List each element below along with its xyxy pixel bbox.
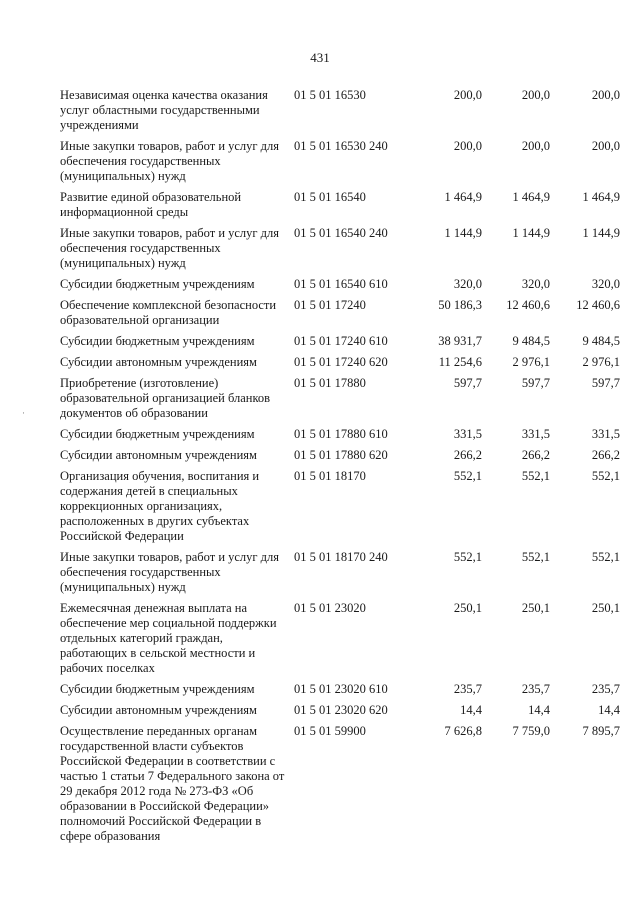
table-row (60, 427, 620, 448)
row-name-cell: Обеспечение комплексной безопасности образовательной организации (60, 298, 277, 327)
row-value-2-cell: 552,1 (521, 550, 550, 564)
row-value-1-cell: 50 186,3 (438, 298, 482, 312)
table-row (60, 226, 620, 277)
row-code-cell: 01 5 01 17880 (294, 376, 366, 390)
row-value-1-cell: 11 254,6 (438, 355, 482, 369)
row-value-2-cell: 552,1 (521, 469, 550, 483)
row-value-1-cell: 597,7 (453, 376, 482, 390)
row-value-2-cell: 320,0 (521, 277, 550, 291)
row-name-cell: Иные закупки товаров, работ и услуг для обеспечения государственных (муниципальных) нужд (60, 550, 280, 594)
row-name-cell: Организация обучения, воспитания и содержания детей в специальных коррекционных организациях, расположенных в других субъектах Российской Федерации (60, 469, 260, 543)
row-value-2-cell: 2 976,1 (512, 355, 550, 369)
row-name-cell: Независимая оценка качества оказания услуг областными государственными учреждениями (60, 88, 268, 132)
row-value-1-cell: 552,1 (453, 469, 482, 483)
row-value-2-cell: 1 464,9 (512, 190, 550, 204)
table-row (60, 277, 620, 298)
row-value-3-cell: 200,0 (591, 88, 620, 102)
row-code-cell: 01 5 01 16530 240 (294, 139, 388, 153)
table-row (60, 334, 620, 355)
table-row (60, 550, 620, 601)
row-value-2-cell: 9 484,5 (512, 334, 550, 348)
row-code-cell: 01 5 01 18170 (294, 469, 366, 483)
row-value-1-cell: 1 464,9 (444, 190, 482, 204)
row-name-cell: Развитие единой образовательной информационной среды (60, 190, 242, 219)
row-code-cell: 01 5 01 23020 (294, 601, 366, 615)
row-value-1-cell: 14,4 (460, 703, 482, 717)
row-value-3-cell: 331,5 (591, 427, 620, 441)
row-value-3-cell: 7 895,7 (582, 724, 620, 738)
row-code-cell: 01 5 01 17240 610 (294, 334, 388, 348)
row-value-1-cell: 552,1 (453, 550, 482, 564)
margin-mark: · (22, 408, 25, 418)
row-value-3-cell: 1 144,9 (582, 226, 620, 240)
table-row (60, 88, 620, 139)
table-row (60, 682, 620, 703)
row-value-1-cell: 200,0 (453, 139, 482, 153)
row-name-cell: Субсидии бюджетным учреждениям (60, 427, 255, 441)
row-code-cell: 01 5 01 59900 (294, 724, 366, 738)
row-name-cell: Субсидии автономным учреждениям (60, 703, 257, 717)
row-name-cell: Ежемесячная денежная выплата на обеспечение мер социальной поддержки отдельных категорий граждан, работающих в сельской местности и рабочих поселках (60, 601, 277, 675)
row-code-cell: 01 5 01 18170 240 (294, 550, 388, 564)
row-value-3-cell: 14,4 (598, 703, 620, 717)
row-code-cell: 01 5 01 16540 240 (294, 226, 388, 240)
row-value-2-cell: 12 460,6 (506, 298, 550, 312)
row-name-cell: Иные закупки товаров, работ и услуг для обеспечения государственных (муниципальных) нужд (60, 226, 280, 270)
row-value-3-cell: 9 484,5 (582, 334, 620, 348)
row-value-3-cell: 200,0 (591, 139, 620, 153)
row-name-cell: Иные закупки товаров, работ и услуг для обеспечения государственных (муниципальных) нужд (60, 139, 280, 183)
row-code-cell: 01 5 01 16540 610 (294, 277, 388, 291)
row-name-cell: Приобретение (изготовление) образовательной организацией бланков документов об образовании (60, 376, 271, 420)
budget-table (60, 88, 620, 850)
row-value-2-cell: 7 759,0 (512, 724, 550, 738)
page-number: 431 (310, 50, 330, 65)
row-value-3-cell: 1 464,9 (582, 190, 620, 204)
table-row (60, 724, 620, 850)
row-value-3-cell: 266,2 (591, 448, 620, 462)
row-value-2-cell: 266,2 (521, 448, 550, 462)
row-code-cell: 01 5 01 17880 620 (294, 448, 388, 462)
row-code-cell: 01 5 01 16540 (294, 190, 366, 204)
row-name-cell: Субсидии бюджетным учреждениям (60, 334, 255, 348)
row-value-1-cell: 250,1 (453, 601, 482, 615)
row-code-cell: 01 5 01 23020 610 (294, 682, 388, 696)
table-row (60, 448, 620, 469)
row-value-2-cell: 331,5 (521, 427, 550, 441)
table-row (60, 139, 620, 190)
row-code-cell: 01 5 01 23020 620 (294, 703, 388, 717)
row-value-1-cell: 266,2 (453, 448, 482, 462)
row-value-2-cell: 235,7 (521, 682, 550, 696)
row-value-3-cell: 235,7 (591, 682, 620, 696)
row-value-1-cell: 7 626,8 (444, 724, 482, 738)
row-value-2-cell: 200,0 (521, 88, 550, 102)
table-row (60, 355, 620, 376)
row-value-2-cell: 250,1 (521, 601, 550, 615)
row-value-2-cell: 14,4 (528, 703, 550, 717)
table-row (60, 469, 620, 550)
row-value-3-cell: 597,7 (591, 376, 620, 390)
row-value-1-cell: 38 931,7 (438, 334, 482, 348)
row-value-2-cell: 1 144,9 (512, 226, 550, 240)
budget-table-body (60, 88, 620, 850)
row-value-1-cell: 320,0 (453, 277, 482, 291)
table-row (60, 601, 620, 682)
row-value-2-cell: 597,7 (521, 376, 550, 390)
table-row (60, 376, 620, 427)
row-value-1-cell: 1 144,9 (444, 226, 482, 240)
row-value-2-cell: 200,0 (521, 139, 550, 153)
row-value-3-cell: 552,1 (591, 469, 620, 483)
row-value-1-cell: 331,5 (453, 427, 482, 441)
row-value-3-cell: 2 976,1 (582, 355, 620, 369)
row-name-cell: Осуществление переданных органам государственной власти субъектов Российской Федерации в соответствии с частью 1 статьи 7 Федерального закона от 29 декабря 2012 года № 273-ФЗ «Об образовании в Российской Федерации» полномочий Российской Федерации в сфере образования (60, 724, 285, 843)
row-value-3-cell: 12 460,6 (576, 298, 620, 312)
table-row (60, 298, 620, 334)
row-value-1-cell: 200,0 (453, 88, 482, 102)
row-value-3-cell: 552,1 (591, 550, 620, 564)
row-code-cell: 01 5 01 17880 610 (294, 427, 388, 441)
row-value-3-cell: 320,0 (591, 277, 620, 291)
row-name-cell: Субсидии бюджетным учреждениям (60, 682, 255, 696)
row-name-cell: Субсидии бюджетным учреждениям (60, 277, 255, 291)
table-row (60, 190, 620, 226)
row-code-cell: 01 5 01 17240 620 (294, 355, 388, 369)
row-name-cell: Субсидии автономным учреждениям (60, 448, 257, 462)
table-row (60, 703, 620, 724)
row-value-3-cell: 250,1 (591, 601, 620, 615)
row-name-cell: Субсидии автономным учреждениям (60, 355, 257, 369)
row-code-cell: 01 5 01 17240 (294, 298, 366, 312)
row-value-1-cell: 235,7 (453, 682, 482, 696)
row-code-cell: 01 5 01 16530 (294, 88, 366, 102)
